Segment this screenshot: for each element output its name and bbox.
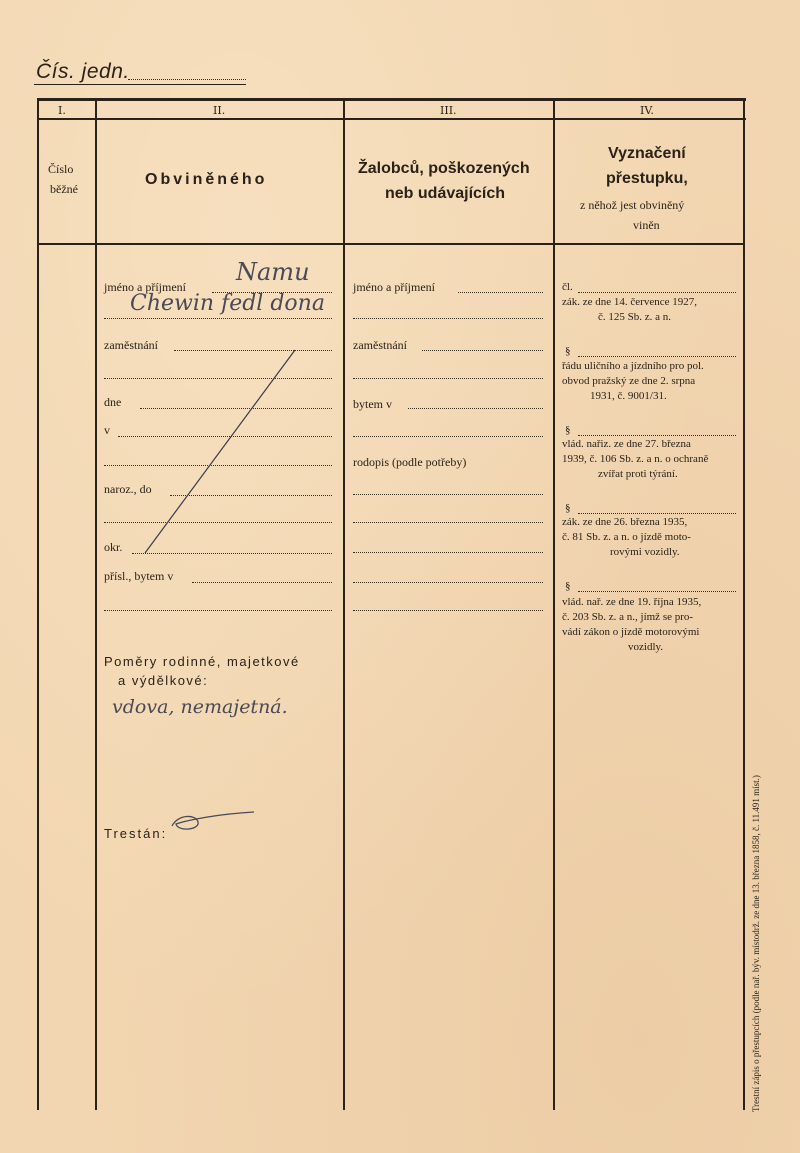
offense-rules-line3: 1931, č. 9001/31. <box>590 390 667 402</box>
accused-name-handwriting: Namu <box>236 258 310 286</box>
col2-divider <box>343 98 345 1110</box>
offense-decree1-line3: zvířat proti týrání. <box>598 468 678 480</box>
accused-place-label: v <box>104 423 110 437</box>
col4-title-line2: přestupku, <box>606 170 688 187</box>
roman-row-divider <box>37 118 746 120</box>
plaintiff-name-field[interactable] <box>458 292 543 293</box>
offense-decree2-line4: vozidly. <box>628 641 664 653</box>
col4-title-line4: viněn <box>633 218 660 232</box>
plaintiff-residence-field-2[interactable] <box>353 436 543 437</box>
accused-district-label: okr. <box>104 540 123 554</box>
col4-title-line1: Vyznačení <box>608 145 686 162</box>
sentenced-handwriting <box>184 812 185 813</box>
sentenced-label: Trestán: <box>104 826 168 841</box>
offense-par3-field[interactable] <box>578 513 736 514</box>
col3-title-line1: Žalobců, poškozených <box>358 160 530 177</box>
accused-occupation-label: zaměstnání <box>104 338 158 352</box>
reference-underline <box>34 84 246 85</box>
plaintiff-bio-line-1[interactable] <box>353 494 543 495</box>
offense-law1-line1: zák. ze dne 14. července 1927, <box>562 296 697 308</box>
col4-roman: IV. <box>640 104 654 117</box>
plaintiff-residence-label: bytem v <box>353 397 392 411</box>
col2-roman: II. <box>213 104 226 117</box>
col3-title-line2: neb udávajících <box>385 185 506 202</box>
col1-divider <box>95 98 97 1110</box>
plaintiff-bio-line-4[interactable] <box>353 582 543 583</box>
plaintiff-bio-line-2[interactable] <box>353 522 543 523</box>
offense-law2-line2: č. 81 Sb. z. a n. o jízdě moto- <box>562 531 691 543</box>
offense-decree1-line1: vlád. nařiz. ze dne 27. března <box>562 438 691 450</box>
col3-roman: III. <box>440 104 457 117</box>
reference-number-label: Čís. jedn. <box>36 60 130 83</box>
accused-name-field-2[interactable] <box>104 318 332 319</box>
col2-title: Obviněného <box>145 171 268 188</box>
strike-through-line <box>140 345 300 560</box>
offense-law2-line1: zák. ze dne 26. března 1935, <box>562 516 688 528</box>
plaintiff-occupation-label: zaměstnání <box>353 338 407 352</box>
offense-decree2-line2: č. 203 Sb. z. a n., jímž se pro- <box>562 611 694 623</box>
plaintiff-bio-line-5[interactable] <box>353 610 543 611</box>
accused-residence-field-2[interactable] <box>104 610 332 611</box>
sentenced-handwriting-mark <box>168 808 258 836</box>
circumstances-label-line2: a výdělkové: <box>118 673 209 688</box>
col4-title-line3: z něhož jest obviněný <box>580 198 685 212</box>
right-border <box>743 98 745 1110</box>
accused-surname-handwriting: Chewin fedl dona <box>130 291 325 316</box>
plaintiff-bio-label: rodopis (podle potřeby) <box>353 455 467 469</box>
plaintiff-occupation-field-2[interactable] <box>353 378 543 379</box>
col1-title-line2: běžné <box>50 182 78 196</box>
offense-par2: § <box>565 424 571 436</box>
plaintiff-bio-line-3[interactable] <box>353 552 543 553</box>
col1-roman: I. <box>58 104 66 117</box>
accused-residence-field[interactable] <box>192 582 332 583</box>
offense-decree1-line2: 1939, č. 106 Sb. z. a n. o ochraně <box>562 453 709 465</box>
col1-title-line1: Číslo <box>48 162 74 176</box>
offense-par4-field[interactable] <box>578 591 736 592</box>
offense-decree2-line1: vlád. nař. ze dne 19. října 1935, <box>562 596 702 608</box>
offense-par1-field[interactable] <box>578 356 736 357</box>
offense-article-field[interactable] <box>578 292 736 293</box>
offense-par1: § <box>565 345 571 357</box>
offense-article-label: čl. <box>562 281 573 293</box>
accused-date-label: dne <box>104 395 122 409</box>
offense-rules-line2: obvod pražský ze dne 2. srpna <box>562 375 696 387</box>
header-bottom-divider <box>37 243 743 245</box>
circumstances-label-line1: Poměry rodinné, majetkové <box>104 654 300 669</box>
offense-par2-field[interactable] <box>578 435 736 436</box>
reference-number-field[interactable] <box>128 79 246 80</box>
col3-divider <box>553 98 555 1110</box>
table-top-border <box>37 98 746 101</box>
offense-par4: § <box>565 580 571 592</box>
offense-decree2-line3: vádí zákon o jízdě motorovými <box>562 626 700 638</box>
form-footer-note: Trestní zápis o přestupcích (podle nař. býv. místodrž. ze dne 13. března 1858, č. 11.491 míst.) <box>751 775 761 1112</box>
offense-law1-line2: č. 125 Sb. z. a n. <box>598 311 672 323</box>
offense-par3: § <box>565 502 571 514</box>
circumstances-handwriting: vdova, nemajetná. <box>112 696 288 718</box>
accused-birth-label: naroz., do <box>104 482 152 496</box>
offense-rules-line1: řádu uličního a jízdního pro pol. <box>562 360 704 372</box>
plaintiff-residence-field[interactable] <box>408 408 543 409</box>
accused-name-label: jméno a příjmení <box>104 280 186 294</box>
left-border <box>37 98 39 1110</box>
plaintiff-name-field-2[interactable] <box>353 318 543 319</box>
plaintiff-occupation-field[interactable] <box>422 350 543 351</box>
offense-law2-line3: rovými vozidly. <box>610 546 680 558</box>
plaintiff-name-label: jméno a příjmení <box>353 280 435 294</box>
accused-residence-label: přísl., bytem v <box>104 569 174 583</box>
